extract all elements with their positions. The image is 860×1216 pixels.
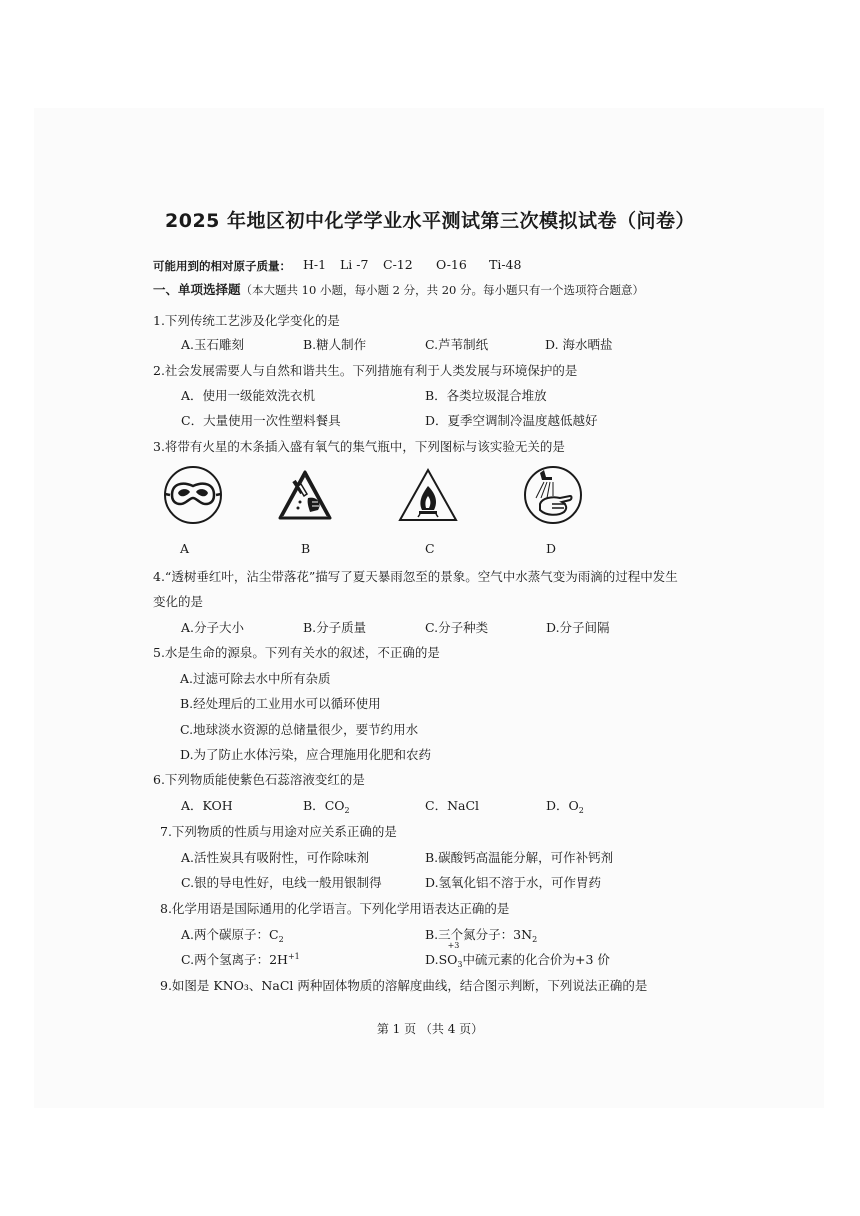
q4-option-a: A.分子大小 xyxy=(181,620,245,635)
q3-label-c: C xyxy=(425,541,435,556)
q1-stem: 1.下列传统工艺涉及化学变化的是 xyxy=(153,313,340,328)
q6-option-b-subscript: 2 xyxy=(344,806,350,815)
q6-option-d xyxy=(546,796,584,814)
page-footer: 第 1 页 （共 4 页） xyxy=(376,1022,484,1036)
page-title: 2025 年地区初中化学学业水平测试第三次模拟试卷（问卷） xyxy=(165,210,695,232)
section-heading xyxy=(153,280,644,298)
q6-option-a-formula: KOH xyxy=(202,798,233,813)
q6-option-d-letter: D． xyxy=(546,798,569,813)
q8-option-c-superscript: +1 xyxy=(287,952,300,961)
q5-option-b: B.经处理后的工业用水可以循环使用 xyxy=(180,696,381,711)
q5-option-c: C.地球淡水资源的总储量很少，要节约用水 xyxy=(180,722,419,737)
q5-stem: 5.水是生命的源泉。下列有关水的叙述，不正确的是 xyxy=(153,645,440,660)
q6-option-d-subscript: 2 xyxy=(578,806,584,815)
q8-option-d-subscript: 3 xyxy=(457,960,463,969)
q7-option-d: D.氢氧化铝不溶于水，可作胃药 xyxy=(425,875,602,890)
flammable-icon xyxy=(396,466,460,524)
q6-option-c-formula: NaCl xyxy=(447,798,480,813)
section-title: 一、单项选择题 xyxy=(153,282,241,297)
q9-stem: 9.如图是 KNO₃、NaCl 两种固体物质的溶解度曲线，结合图示判断，下列说法正确的是 xyxy=(160,978,648,993)
q4-stem-line2: 变化的是 xyxy=(153,594,204,609)
q5-option-d: D.为了防止水体污染，应合理施用化肥和农药 xyxy=(180,747,432,762)
q8-option-d-prefix: D. xyxy=(425,952,439,967)
section-note: （本大题共 10 小题，每小题 2 分，共 20 分。每小题只有一个选项符合题意） xyxy=(240,283,645,297)
q8-option-c xyxy=(181,950,300,968)
q8-option-c-text: C.两个氢离子：2H xyxy=(181,952,288,967)
q6-option-a-letter: A． xyxy=(181,798,203,813)
q5-option-a: A.过滤可除去水中所有杂质 xyxy=(180,671,331,686)
q7-stem: 7.下列物质的性质与用途对应关系正确的是 xyxy=(160,824,397,839)
q8-option-a-subscript: 2 xyxy=(278,935,284,944)
q4-option-c: C.分子种类 xyxy=(425,620,489,635)
q8-option-b xyxy=(425,925,537,943)
q8-option-d-valence: +3 xyxy=(447,941,460,950)
atomic-mass-h: H-1 xyxy=(303,257,327,272)
goggles-icon xyxy=(162,464,224,526)
q6-option-c xyxy=(425,796,479,814)
q8-option-b-subscript: 2 xyxy=(532,935,538,944)
q2-option-b: B．各类垃圾混合堆放 xyxy=(425,388,547,403)
q8-option-d-formula-wrap xyxy=(438,941,460,967)
atomic-mass-li: Li -7 xyxy=(340,257,369,272)
q8-stem: 8.化学用语是国际通用的化学语言。下列化学用语表达正确的是 xyxy=(160,901,510,916)
q1-option-b: B.糖人制作 xyxy=(303,337,367,352)
atomic-mass-label: 可能用到的相对原子质量： xyxy=(153,259,291,273)
q1-option-a: A.玉石雕刻 xyxy=(181,337,245,352)
q6-option-a xyxy=(181,796,233,814)
q4-option-d: D.分子间隔 xyxy=(546,620,610,635)
corrosive-icon xyxy=(274,466,336,524)
q8-option-a xyxy=(181,925,284,943)
q6-stem: 6.下列物质能使紫色石蕊溶液变红的是 xyxy=(153,772,365,787)
q4-option-b: B.分子质量 xyxy=(303,620,367,635)
q3-label-a: A xyxy=(180,541,190,556)
q8-option-d-formula: SO xyxy=(438,952,458,967)
q6-option-d-formula: O xyxy=(568,798,579,813)
q3-label-b: B xyxy=(301,541,311,556)
q6-option-c-letter: C． xyxy=(425,798,448,813)
q7-option-c: C.银的导电性好，电线一般用银制得 xyxy=(181,875,382,890)
q8-option-b-text: B.三个氮分子：3N xyxy=(425,927,533,942)
q6-option-b-formula: CO xyxy=(324,798,345,813)
q3-label-d: D xyxy=(546,541,557,556)
atomic-mass-ti: Ti-48 xyxy=(489,257,522,272)
q7-option-a: A.活性炭具有吸附性，可作除味剂 xyxy=(181,850,370,865)
q2-stem: 2.社会发展需要人与自然和谐共生。下列措施有利于人类发展与环境保护的是 xyxy=(153,363,578,378)
q8-option-d xyxy=(425,941,610,969)
q1-option-c: C.芦苇制纸 xyxy=(425,337,489,352)
q3-stem: 3.将带有火星的木条插入盛有氧气的集气瓶中，下列图标与该实验无关的是 xyxy=(153,439,565,454)
hand-wash-icon xyxy=(522,464,584,526)
atomic-mass-o: O-16 xyxy=(436,257,467,272)
q6-option-b-letter: B． xyxy=(303,798,325,813)
q7-option-b: B.碳酸钙高温能分解，可作补钙剂 xyxy=(425,850,614,865)
q8-option-a-text: A.两个碳原子：C xyxy=(181,927,279,942)
atomic-mass-c: C-12 xyxy=(383,257,413,272)
q8-option-d-text: 中硫元素的化合价为+3 价 xyxy=(462,952,610,967)
q4-stem-line1: 4.“透树垂红叶，沾尘带落花”描写了夏天暴雨忽至的景象。空气中水蒸气变为雨滴的过程中发生 xyxy=(153,569,678,584)
q1-option-d: D. 海水晒盐 xyxy=(545,337,613,352)
q6-option-b xyxy=(303,796,350,814)
q2-option-c: C．大量使用一次性塑料餐具 xyxy=(181,413,341,428)
q2-option-d: D．夏季空调制冷温度越低越好 xyxy=(425,413,598,428)
q2-option-a: A．使用一级能效洗衣机 xyxy=(181,388,316,403)
